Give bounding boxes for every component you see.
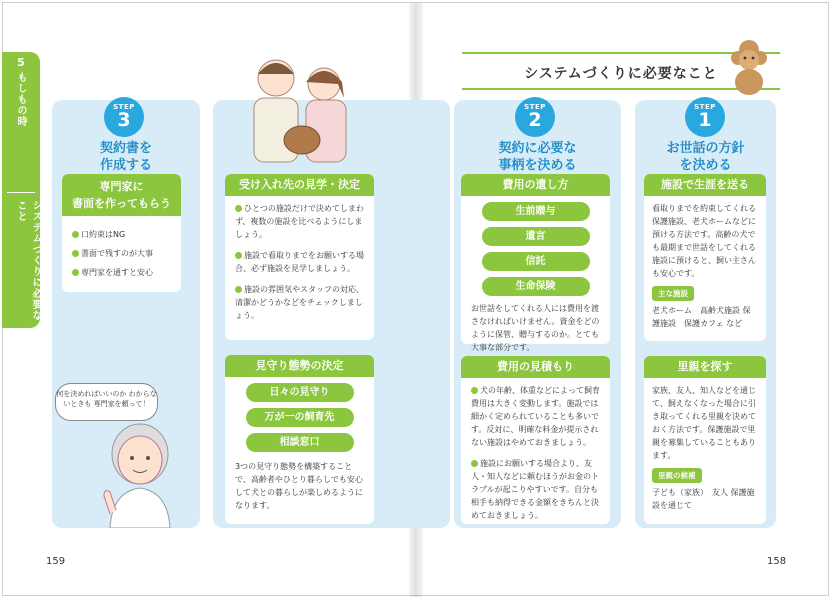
chapter-side-tab[interactable] [2,52,40,328]
page-number-right: 158 [767,556,787,567]
list-item: 書面で残すのが大事 [72,247,171,260]
facility-tag: 主な施設 [652,286,694,301]
chapter-tab-divider [7,192,35,193]
step1-badge [685,97,725,137]
watch-pill: 相談窓口 [246,433,354,452]
foster-tag: 里親の候補 [652,468,702,483]
watch-card [225,355,374,524]
cost-estimate-card [461,356,610,524]
bullet-icon [72,231,79,238]
watch-card-note: 3つの見守り態勢を構築することで、高齢者やひとり暮らしでも安心して犬との暮らしが楽しめるようになります。 [235,462,363,510]
step3-label: STEP [113,103,135,111]
chapter-section-title: もしもの時 [15,72,26,127]
cost-method-card [461,174,610,352]
bullet-icon [471,460,478,467]
tour-card-body [225,196,374,336]
paragraph: 施設の雰囲気やスタッフの対応、清潔かどうかなどをチェックしましょう。 [235,285,364,320]
bullet-icon [471,387,478,394]
cost-estimate-body [461,378,610,536]
bullet-icon [72,269,79,276]
foster-card-body [644,378,766,518]
bullet-icon [235,205,242,212]
cost-method-pill: 遺言 [482,227,590,246]
foster-card [644,356,766,524]
step2-badge [515,97,555,137]
step3-bullet-list [62,216,181,291]
facility-card-title: 施設で生涯を送る [644,174,766,196]
watch-pill: 日々の見守り [246,383,354,402]
cost-method-note: お世話をしてくれる人には費用を渡さなければいけません。資金をどのように保管、贈与するのか。とても大事な部分です。 [471,304,600,352]
foster-card-title: 里親を探す [644,356,766,378]
cost-method-pill: 信託 [482,252,590,271]
chapter-page-title: システムづくりに必要なこと [15,200,41,321]
list-item: 口約束はNG [72,228,171,241]
cost-method-pill: 生前贈与 [482,202,590,221]
facility-list: 老犬ホーム 高齢犬施設 保護施設 保護カフェ など [652,306,751,328]
watch-pill: 万が一の飼育先 [246,408,354,427]
facility-card-body [644,196,766,336]
step2-title: 契約に必要な 事柄を決める [498,141,577,173]
advisor-illustration [98,418,180,528]
list-item: 専門家を通すと安心 [72,266,171,279]
cost-estimate-card-title: 費用の見積もり [461,356,610,378]
tour-card [225,174,374,340]
facility-card [644,174,766,341]
bullet-icon [235,252,242,259]
paragraph: 犬の年齢、体重などによって飼育費用は大きく変動します。施設では細かく定められていることも多いです。反対に、明確な料金が提示されない施設はやめておきましょう。 [471,386,600,447]
poodle-icon [726,36,772,98]
couple-with-dog-illustration [240,54,360,166]
step1-title: お世話の方針 を決める [666,141,745,173]
bullet-icon [235,286,242,293]
step3-number: 3 [117,109,131,131]
page-number-left: 159 [46,556,66,567]
step2-number: 2 [528,109,542,131]
foster-list: 子ども（家族） 友人 保護施設を通じて [652,488,755,510]
paragraph: ひとつの施設だけで決めてしまわず、複数の施設を比べるようにしましょう。 [235,204,364,239]
step2-label: STEP [524,103,546,111]
bullet-icon [72,250,79,257]
step3-title: 契約書を 作成する [99,141,152,173]
paragraph: 施設で看取りまでをお願いする場合、必ず施設を見学しましょう。 [235,251,364,273]
step3-card-title: 専門家に 書面を作ってもらう [62,174,181,216]
watch-card-title: 見守り態勢の決定 [225,355,374,377]
step3-card [62,174,181,292]
cost-method-pill: 生命保険 [482,277,590,296]
step1-number: 1 [698,109,712,131]
facility-card-text: 看取りまでを約束してくれる保護施設、老犬ホームなどに預ける方法です。高齢の犬でも最期まで世話をしてくれる施設に預けると、飼い主さんも安心です。 [652,204,756,278]
tour-card-title: 受け入れ先の見学・決定 [225,174,374,196]
cost-method-card-title: 費用の遺し方 [461,174,610,196]
paragraph: 施設にお願いする場合より、友人・知人などに頼むほうがお金のトラブルが起こりやすいです。自分も相手も納得できる金額をきちんと決めておきましょう。 [471,459,599,520]
foster-card-text: 家族、友人、知人などを通じて、飼えなくなった場合に引き取ってくれる里親を決めておく方法です。保護施設で里親を募集していることもあります。 [652,386,756,460]
chapter-number: 5 [17,56,25,69]
speech-bubble: 何を決めればいいのか わからないときも 専門家を頼って！ [55,383,158,421]
step3-badge [104,97,144,137]
page-title: システムづくりに必要なこと [524,66,718,82]
step1-label: STEP [694,103,716,111]
